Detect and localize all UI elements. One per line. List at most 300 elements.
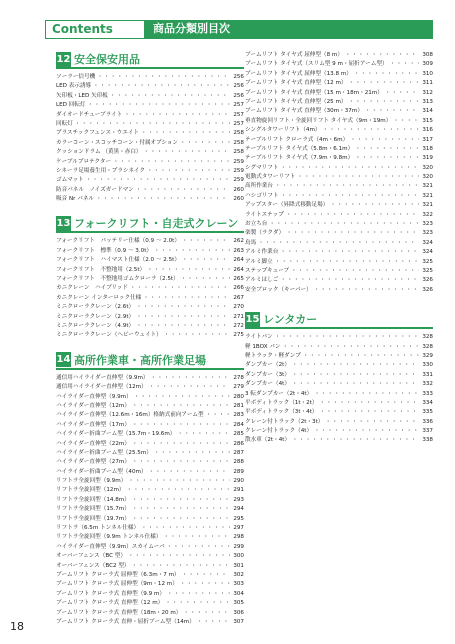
leader-dots [113, 158, 230, 167]
toc-entry-page: 295 [233, 515, 244, 522]
leader-dots [132, 421, 230, 430]
toc-entry-label: クレーン付トラック（2t・3t） [245, 418, 324, 425]
toc-entry[interactable] [56, 496, 244, 505]
toc-entry[interactable] [56, 580, 244, 589]
leader-dots [292, 371, 419, 380]
toc-entry-page: 259 [233, 177, 244, 184]
leader-dots [88, 101, 230, 110]
section-number: 13 [56, 217, 71, 229]
leader-dots [349, 79, 419, 88]
toc-entry-label: 電動式タワーリフト [245, 174, 296, 181]
toc-entry[interactable] [245, 361, 433, 370]
toc-entry[interactable] [56, 393, 244, 402]
leader-dots [390, 60, 419, 69]
toc-entry[interactable] [245, 408, 433, 417]
toc-entry-label: シグマリフト [245, 164, 279, 171]
leader-dots [206, 411, 230, 420]
toc-entry-label: 3 転ダンプカー（2t・4t） [245, 390, 313, 397]
toc-entry[interactable] [245, 343, 433, 352]
leader-dots [97, 73, 230, 82]
section-title: 安全保安用品 [74, 53, 140, 66]
toc-entry[interactable] [245, 286, 433, 295]
toc-entry[interactable] [56, 477, 244, 486]
toc-entry-label: テーブルリフト タイヤ式（7.9m・9.8m） [245, 155, 354, 162]
toc-entry[interactable] [56, 120, 244, 129]
leader-dots [124, 111, 230, 120]
toc-entry-label: ダンプカー（4t） [245, 381, 290, 388]
toc-entry-label: リフトラ全旋回型（19.7m） [56, 515, 130, 522]
toc-entry-page: 333 [422, 390, 433, 397]
toc-entry[interactable] [245, 258, 433, 267]
leader-dots [127, 486, 230, 495]
toc-entry[interactable] [56, 294, 244, 303]
toc-entry-page: 257 [233, 102, 244, 109]
leader-dots [141, 524, 230, 533]
toc-entry-page: 259 [233, 167, 244, 174]
toc-entry[interactable] [245, 427, 433, 436]
toc-entry-page: 257 [233, 111, 244, 118]
toc-entry-page: 321 [422, 202, 433, 209]
toc-entry[interactable] [56, 402, 244, 411]
toc-entry[interactable] [56, 101, 244, 110]
toc-entry-label: 軽トラック・軽ダンプ [245, 352, 301, 359]
toc-entry-label: アルミ脚立 [245, 258, 273, 265]
leader-dots [141, 129, 230, 138]
toc-entry[interactable] [56, 167, 244, 176]
toc-entry-page: 321 [422, 192, 433, 199]
toc-entry-page: 337 [422, 428, 433, 435]
toc-entry[interactable] [245, 267, 433, 276]
toc-entry-page: 264 [233, 257, 244, 264]
toc-entry-page: 330 [422, 362, 433, 369]
leader-dots [349, 98, 419, 107]
toc-entry[interactable] [56, 421, 244, 430]
toc-entry[interactable] [245, 220, 433, 229]
toc-entry-page: 320 [422, 164, 433, 171]
section-heading [56, 352, 244, 370]
toc-entry[interactable] [56, 158, 244, 167]
toc-entry-label: ハイライダー直伸型（22m） [56, 440, 130, 447]
toc-entry[interactable] [245, 89, 433, 98]
leader-dots [132, 496, 230, 505]
toc-entry-page: 263 [233, 247, 244, 254]
toc-entry[interactable] [56, 383, 244, 392]
leader-dots [345, 51, 419, 60]
toc-entry-label: リフトラ全旋回型（14.8m） [56, 496, 130, 503]
toc-entry-label: 鳥馬 [245, 239, 257, 246]
toc-entry[interactable] [245, 154, 433, 163]
toc-entry-label: ハイライダー直伸型（12.6m・16m）格納式前向アーム型 [56, 412, 204, 419]
toc-entry-page: 260 [233, 186, 244, 193]
toc-entry-page: 272 [233, 322, 244, 329]
toc-entry[interactable] [56, 256, 244, 265]
leader-dots [147, 167, 230, 176]
toc-entry[interactable] [245, 248, 433, 257]
leader-dots [180, 580, 230, 589]
toc-entry-label: 吸音 Nr パネル [56, 196, 95, 203]
leader-dots [132, 458, 230, 467]
toc-entry[interactable] [56, 331, 244, 340]
toc-entry[interactable] [56, 562, 244, 571]
toc-entry-label: リフトラ全旋回型（9.9m トンネル仕様） [56, 534, 162, 541]
leader-dots [292, 361, 419, 370]
toc-entry-label: 散水車（2t・4t） [245, 437, 291, 444]
leader-dots [365, 107, 419, 116]
toc-entry-label: アルミはしご [245, 277, 279, 284]
toc-entry-page: 323 [422, 230, 433, 237]
toc-entry-page: 290 [233, 478, 244, 485]
toc-entry-label: アップスター（昇降式移動足場） [245, 202, 329, 209]
leader-dots [154, 449, 230, 458]
toc-entry[interactable] [245, 182, 433, 191]
leader-dots [151, 374, 231, 383]
leader-dots [314, 427, 419, 436]
leader-dots [93, 82, 230, 91]
toc-entry[interactable] [56, 505, 244, 514]
toc-entry-label: プラスチックフェンス・ウエイト [56, 130, 140, 137]
toc-entry[interactable] [56, 468, 244, 477]
toc-entry-label: ケーブルプロテクター [56, 158, 112, 165]
toc-entry-page: 267 [233, 294, 244, 301]
toc-entry-page: 332 [422, 381, 433, 388]
toc-entry-label: フォークリフト 標準（0.9 〜 3.0t） [56, 247, 152, 254]
toc-entry-page: 322 [422, 211, 433, 218]
toc-entry-label: ブームリフト タイヤ式 屈伸型（8 m） [245, 52, 343, 58]
toc-entry-page: 321 [422, 183, 433, 190]
leader-dots [385, 89, 419, 98]
toc-entry[interactable] [245, 173, 433, 182]
leader-dots [181, 275, 230, 284]
toc-entry-page: 256 [233, 74, 244, 80]
toc-entry-page: 283 [233, 412, 244, 419]
toc-entry-label: 矢印板・LED 矢印板 [56, 92, 108, 99]
leader-dots [354, 70, 419, 79]
toc-entry[interactable] [245, 126, 433, 135]
toc-entry-page: 264 [233, 266, 244, 273]
leader-dots [182, 256, 230, 265]
toc-entry-page: 287 [233, 449, 244, 456]
section-heading [56, 51, 244, 69]
toc-entry[interactable] [56, 571, 244, 580]
leader-dots [149, 468, 230, 477]
toc-entry-page: 305 [233, 600, 244, 607]
toc-entry[interactable] [245, 107, 433, 116]
toc-entry[interactable] [245, 418, 433, 427]
toc-entry-page: 312 [422, 89, 433, 96]
toc-entry[interactable] [56, 275, 244, 284]
toc-entry-label: テーブルリフト クローラ式（4m・6m） [245, 136, 349, 143]
toc-entry-page: 323 [422, 221, 433, 228]
leader-dots [110, 92, 230, 101]
toc-entry-label: ダンプカー（2t） [245, 362, 290, 369]
toc-entry[interactable] [56, 543, 244, 552]
toc-entry-page: 325 [422, 258, 433, 265]
toc-entry-page: 314 [422, 108, 433, 115]
toc-entry-page: 311 [422, 80, 433, 87]
section-title: 高所作業車・高所作業足場 [74, 353, 206, 367]
toc-entry[interactable] [56, 82, 244, 91]
toc-entry-label: 平ボディトラック（3t・4t） [245, 409, 318, 416]
toc-entry-label: ハイライダー直伸型（27m） [56, 459, 130, 466]
leader-dots [281, 192, 419, 201]
toc-entry[interactable] [245, 201, 433, 210]
toc-entry[interactable] [56, 139, 244, 148]
toc-entry[interactable] [245, 352, 433, 361]
toc-entry-label: シングルタワーリフト（4m） [245, 127, 321, 134]
toc-entry-page: 308 [422, 52, 433, 58]
toc-entry-label: フォークリフト ハイマスト仕様（2.0 〜 2.5t） [56, 257, 180, 264]
leader-dots [96, 195, 230, 204]
leader-dots [297, 173, 419, 182]
right-column [245, 51, 433, 446]
toc-entry-label: 高所作業台 [245, 183, 273, 190]
toc-entry-page: 310 [422, 70, 433, 77]
left-column [56, 51, 244, 627]
toc-entry-page: 320 [422, 174, 433, 181]
toc-entry[interactable] [56, 92, 244, 101]
leader-dots [319, 399, 419, 408]
toc-entry-page: 286 [233, 440, 244, 447]
section-heading [56, 215, 244, 233]
toc-entry-page: 326 [422, 286, 433, 293]
leader-dots [275, 182, 419, 191]
leader-dots [130, 284, 230, 293]
leader-dots [197, 618, 230, 627]
toc-entry-page: 309 [422, 61, 433, 68]
toc-entry-label: ダンプカー（3t） [245, 371, 290, 378]
toc-entry[interactable] [245, 70, 433, 79]
toc-entry-page: 299 [233, 543, 244, 550]
toc-entry-page: 288 [233, 459, 244, 466]
toc-entry[interactable] [245, 239, 433, 248]
toc-entry[interactable] [245, 51, 433, 60]
toc-entry[interactable] [56, 186, 244, 195]
toc-entry-label: テーブルリフト タイヤ式（5.8m・6.1m） [245, 145, 354, 152]
leader-dots [136, 313, 230, 322]
toc-entry[interactable] [56, 458, 244, 467]
toc-entry-label: ブームリフト タイヤ式 屈伸型（13.8 m） [245, 70, 352, 77]
leader-dots [355, 145, 419, 154]
section-number: 15 [245, 313, 260, 325]
toc-entry-label: ブームリフト クローラ式 直伸型（18m・20 m） [56, 609, 182, 616]
toc-entry-label: 通信用ハイライダー直伸型（9.9m） [56, 374, 149, 381]
toc-entry-page: 300 [233, 553, 244, 560]
leader-dots [132, 515, 230, 524]
leader-dots [258, 239, 419, 248]
leader-dots [177, 430, 230, 439]
toc-entry[interactable] [56, 129, 244, 138]
toc-entry-label: リフトラ全旋回型（9.9m） [56, 478, 127, 485]
toc-entry[interactable] [245, 380, 433, 389]
toc-entry-label: 通信用ハイライダー直伸型（12m） [56, 384, 147, 391]
toc-entry[interactable] [56, 618, 244, 627]
toc-entry-page: 317 [422, 136, 433, 143]
toc-entry-label: ソーラー信号機 [56, 74, 96, 80]
leader-dots [136, 186, 230, 195]
toc-entry[interactable] [245, 390, 433, 399]
toc-entry-page: 319 [422, 155, 433, 162]
toc-entry-page: 298 [233, 534, 244, 541]
toc-entry-page: 294 [233, 506, 244, 513]
toc-entry-page: 304 [233, 590, 244, 597]
toc-entry-label: ブームリフト クローラ式 屈伸型（9m・12 m） [56, 581, 178, 588]
toc-entry-page: 258 [233, 139, 244, 146]
toc-entry[interactable] [245, 145, 433, 154]
toc-entry-label: ハイライダー直伸型（12m） [56, 402, 130, 409]
toc-entry-label: フォークリフト 不整地用（2.5t） [56, 266, 146, 273]
toc-entry[interactable] [56, 303, 244, 312]
leader-dots [319, 408, 419, 417]
toc-entry[interactable] [56, 590, 244, 599]
toc-entry-page: 302 [233, 571, 244, 578]
toc-entry[interactable] [245, 79, 433, 88]
leader-dots [323, 126, 420, 135]
toc-entry-label: ミニクローラクレーン（4.9t） [56, 322, 135, 329]
leader-dots [128, 552, 230, 561]
toc-entry[interactable] [56, 284, 244, 293]
toc-entry[interactable] [56, 533, 244, 542]
toc-entry-label: 防音パネル ノイズガードマン [56, 186, 134, 193]
toc-entry[interactable] [56, 322, 244, 331]
leader-dots [167, 590, 230, 599]
toc-entry-page: 258 [233, 130, 244, 137]
toc-entry-page: 315 [422, 117, 433, 124]
toc-entry-page: 257 [233, 120, 244, 127]
toc-entry-page: 316 [422, 127, 433, 134]
leader-dots [182, 571, 230, 580]
toc-entry-label: お立ち台 [245, 221, 268, 228]
leader-dots [149, 383, 230, 392]
toc-entry-page: 318 [422, 145, 433, 152]
header-title-en: Contents [52, 22, 113, 36]
toc-entry[interactable] [56, 524, 244, 533]
toc-entry[interactable] [245, 211, 433, 220]
toc-entry-label: シネーラ足場養生用・プラシネイク [56, 167, 145, 174]
toc-entry-page: 335 [422, 409, 433, 416]
toc-entry-page: 265 [233, 276, 244, 283]
toc-entry-page: 301 [233, 562, 244, 569]
toc-entry[interactable] [56, 449, 244, 458]
toc-entry-label: 楽製（ラクダ） [245, 230, 285, 237]
toc-entry[interactable] [56, 148, 244, 157]
toc-entry-page: 307 [233, 618, 244, 625]
toc-entry[interactable] [245, 276, 433, 285]
toc-entry-label: ブームリフト タイヤ式 直伸型（30m・37m） [245, 108, 363, 115]
leader-dots [164, 331, 230, 340]
toc-entry[interactable] [56, 374, 244, 383]
header-title-jp: 商品分類別目次 [153, 22, 230, 35]
leader-dots [167, 543, 230, 552]
leader-dots [163, 533, 230, 542]
toc-entry-label: ステップキューブ [245, 267, 290, 274]
toc-entry-page: 284 [233, 421, 244, 428]
toc-entry[interactable] [56, 195, 244, 204]
toc-entry[interactable] [56, 237, 244, 246]
toc-entry-label: ライトバン [245, 334, 273, 341]
toc-entry-label: ブームリフト クローラ式 屈伸型（6.3m・7 m） [56, 571, 180, 578]
leader-dots [314, 286, 419, 295]
toc-entry[interactable] [56, 411, 244, 420]
toc-entry-label: クレーン付トラック（4t） [245, 428, 313, 435]
toc-entry-label: ハイライダー折曲ブーム型（15.7m・19.6m） [56, 431, 176, 438]
toc-entry[interactable] [245, 136, 433, 145]
toc-entry[interactable] [245, 60, 433, 69]
toc-entry-label: フォークリフト バッテリー仕様（0.9 〜 2.0t） [56, 238, 180, 245]
toc-entry-label: リフトラ全旋回型（15.7m） [56, 506, 130, 513]
leader-dots [132, 440, 230, 449]
toc-entry-page: 336 [422, 418, 433, 425]
toc-entry[interactable] [56, 176, 244, 185]
leader-dots [86, 176, 230, 185]
toc-entry[interactable] [56, 430, 244, 439]
toc-entry-page: 256 [233, 92, 244, 99]
toc-entry[interactable] [245, 371, 433, 380]
leader-dots [286, 229, 419, 238]
toc-entry[interactable] [245, 229, 433, 238]
toc-entry-label: ブームリフト クローラ式 直伸型（9.9 m） [56, 590, 166, 597]
toc-entry-label: アルミ作業台 [245, 249, 279, 256]
toc-entry-label: ブームリフト タイヤ式 直伸型（12 m） [245, 80, 347, 87]
toc-entry-label: 軽 1BOX バン [245, 343, 281, 350]
toc-entry-page: 328 [422, 343, 433, 350]
toc-entry[interactable] [56, 313, 244, 322]
toc-entry[interactable] [56, 486, 244, 495]
toc-entry-label: ブームリフト クローラ式 直伸型（12 m） [56, 600, 164, 607]
leader-dots [291, 267, 419, 276]
toc-entry-page: 338 [422, 437, 433, 444]
toc-entry[interactable] [245, 117, 433, 126]
toc-entry-page: 303 [233, 581, 244, 588]
toc-entry[interactable] [245, 399, 433, 408]
toc-entry[interactable] [245, 436, 433, 445]
toc-entry[interactable] [56, 599, 244, 608]
toc-entry[interactable] [56, 73, 244, 82]
toc-entry-label: カニクレーン ハイブリッド [56, 285, 128, 292]
leader-dots [183, 609, 230, 618]
leader-dots [325, 418, 419, 427]
toc-entry[interactable] [245, 333, 433, 342]
toc-entry-label: 垂直物旋回リフト・全旋回リフト タイヤ式（9m・19m） [245, 117, 392, 124]
toc-entry[interactable] [56, 552, 244, 561]
toc-entry[interactable] [56, 247, 244, 256]
toc-entry[interactable] [245, 192, 433, 201]
toc-entry-label: ミニクローラクレーン（2.9t） [56, 313, 135, 320]
toc-entry[interactable] [56, 609, 244, 618]
toc-entry-page: 297 [233, 525, 244, 532]
toc-entry-page: 278 [233, 374, 244, 381]
toc-entry-label: LED 回転灯 [56, 102, 86, 109]
section-title: レンタカー [263, 313, 318, 327]
toc-entry[interactable] [245, 164, 433, 173]
toc-entry-page: 324 [422, 239, 433, 246]
leader-dots [132, 505, 230, 514]
leader-dots [143, 294, 230, 303]
toc-entry[interactable] [56, 266, 244, 275]
toc-entry[interactable] [56, 440, 244, 449]
toc-entry[interactable] [56, 515, 244, 524]
toc-entry-page: 293 [233, 496, 244, 503]
toc-entry-page: 324 [422, 249, 433, 256]
toc-entry-label: ハシゴリフト [245, 192, 279, 199]
toc-entry[interactable] [245, 98, 433, 107]
toc-entry[interactable] [56, 111, 244, 120]
toc-entry-label: ハイライダー直伸型（9.9m）スカイムーバ [56, 543, 165, 550]
leader-dots [128, 477, 230, 486]
toc-entry-label: リフトラ（6.5m トンネル仕様） [56, 525, 140, 532]
toc-entry-label: カラーコーン・スコッチコーン・付属オプション [56, 139, 178, 146]
leader-dots [275, 258, 419, 267]
leader-dots [280, 164, 419, 173]
